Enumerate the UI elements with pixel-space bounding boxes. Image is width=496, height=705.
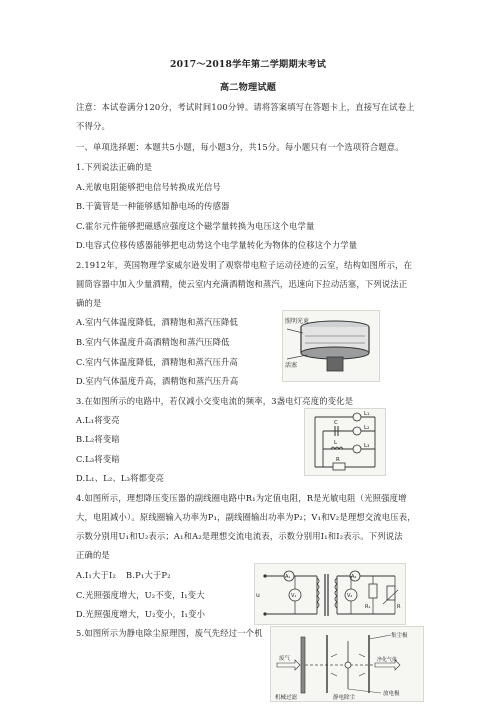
q1-option-c: C.霍尔元件能够把磁感应强度这个磁学量转换为电压这个电学量 [76, 221, 315, 231]
q2-option-a: A.室内气体温度降低，酒精饱和蒸汽压降低 [76, 317, 238, 327]
fig-label-electrostatic: 静电除尘 [333, 695, 356, 701]
q3-option-d: D.L₁、L₂、L₃将都变亮 [76, 473, 165, 483]
fig-label-clean-gas: 净化气体 [377, 657, 398, 663]
q3-option-b: B.L₂将变暗 [76, 434, 120, 444]
q1-option-d: D.电容式位移传感器能够把电动势这个电学量转化为物体的位移这个力学量 [76, 240, 358, 250]
q2-option-c: C.室内气体温度降低，酒精饱和蒸汽压升高 [76, 357, 239, 367]
q2-stem-line-1: 2.1912年，英国物理学家威尔逊发明了观察带电粒子运动径迹的云室，结构如图所示，在 [76, 260, 413, 270]
fig-label-l1: L₁ [364, 411, 370, 417]
fig-label-l3: L₃ [364, 443, 370, 449]
fig-label-collector: 集尘极 [391, 633, 408, 639]
q2-option-d: D.室内气体温度升高，酒精饱和蒸汽压升高 [76, 376, 239, 386]
fig-label-a2: A₂ [351, 574, 357, 580]
fig-label-light-beam: 照明光束 [285, 318, 310, 325]
fig-label-u: u [256, 592, 260, 599]
q4-stem-line-4: 正确的是 [76, 550, 110, 560]
q4-stem-line-2: 大，电阻减小）。原线圈输入功率为P₁，副线圈输出功率为P₂；V₁和V₂是理想交流电压表， [76, 512, 416, 522]
fig-label-c: C [334, 420, 338, 426]
exam-title: 2017～2018学年第二学期期末考试 [169, 59, 326, 70]
cloud-chamber-figure [282, 310, 380, 382]
q4-option-a: A.I₁大于I₂ [76, 570, 117, 580]
fig-label-l: L [334, 440, 338, 446]
fig-label-exhaust: 废气 [279, 656, 291, 662]
notice-line-2: 不得分。 [76, 121, 110, 131]
q4-option-d: D.光照强度增大，U₂变小，I₁变小 [76, 609, 206, 619]
q4-stem-line-3: 示数分别用U₁和U₂表示；A₁和A₂是理想交流电流表，示数分别用I₁和I₂表示。下列说法 [76, 531, 403, 541]
q2-stem-line-3: 确的是 [76, 298, 102, 308]
q4-stem-line-1: 4.如图所示，理想降压变压器的副线圈电路中R₁为定值电阻，R是光敏电阻（光照强度增 [76, 493, 407, 503]
q4-option-c: C.光照强度增大，U₂不变，I₁变大 [76, 590, 205, 600]
fig-label-r1: R₁ [365, 604, 371, 610]
fig-label-piston: 活塞 [285, 362, 298, 369]
q4-option-b: B.P₁大于P₂ [126, 570, 171, 580]
q2-stem-line-2: 圆筒容器中加入少量酒精，使云室内充满酒精饱和蒸汽，迅速向下拉动活塞，下列说法正 [76, 279, 408, 289]
fig-label-r: R [336, 457, 340, 463]
q3-option-c: C.L₃将变暗 [76, 454, 120, 464]
fig-label-v1: V₁ [291, 593, 297, 599]
q5-stem: 5.如图所示为静电除尘原理图，废气先经过一个机 [76, 628, 263, 638]
fig-label-v2: V₂ [347, 593, 353, 599]
q2-option-b: B.室内气体温度升高酒精饱和蒸汽压降低 [76, 337, 230, 347]
notice-line-1: 注意：本试卷满分120分，考试时间100分钟。请将答案填写在答题卡上，直接写在试卷上 [76, 102, 415, 112]
fig-label-mechanical-filter: 机械过滤 [275, 695, 298, 701]
q3-option-a: A.L₁将变亮 [76, 415, 120, 425]
section-heading: 一、单项选择题：本题共5小题，每小题3分，共15分。每小题只有一个选项符合题意。 [76, 142, 404, 152]
fig-label-a1: A₁ [285, 574, 291, 580]
q3-stem: 3.在如图所示的电路中，若仅减小交变电流的频率，3盏电灯亮度的变化是 [76, 396, 354, 406]
q1-option-b: B.干簧管是一种能够感知静电场的传感器 [76, 201, 230, 211]
fig-label-l2: L₂ [364, 425, 370, 431]
electrostatic-precipitator-figure [270, 626, 424, 702]
q1-option-a: A.光敏电阻能够把电信号转换成光信号 [76, 182, 221, 192]
transformer-circuit-figure [254, 563, 406, 625]
fig-label-r: R [397, 604, 401, 610]
lamp-circuit-figure [304, 408, 386, 476]
exam-subtitle: 高二物理试题 [219, 82, 277, 93]
q1-stem: 1.下列说法正确的是 [76, 162, 153, 172]
fig-label-discharge: 放电极 [383, 691, 400, 697]
